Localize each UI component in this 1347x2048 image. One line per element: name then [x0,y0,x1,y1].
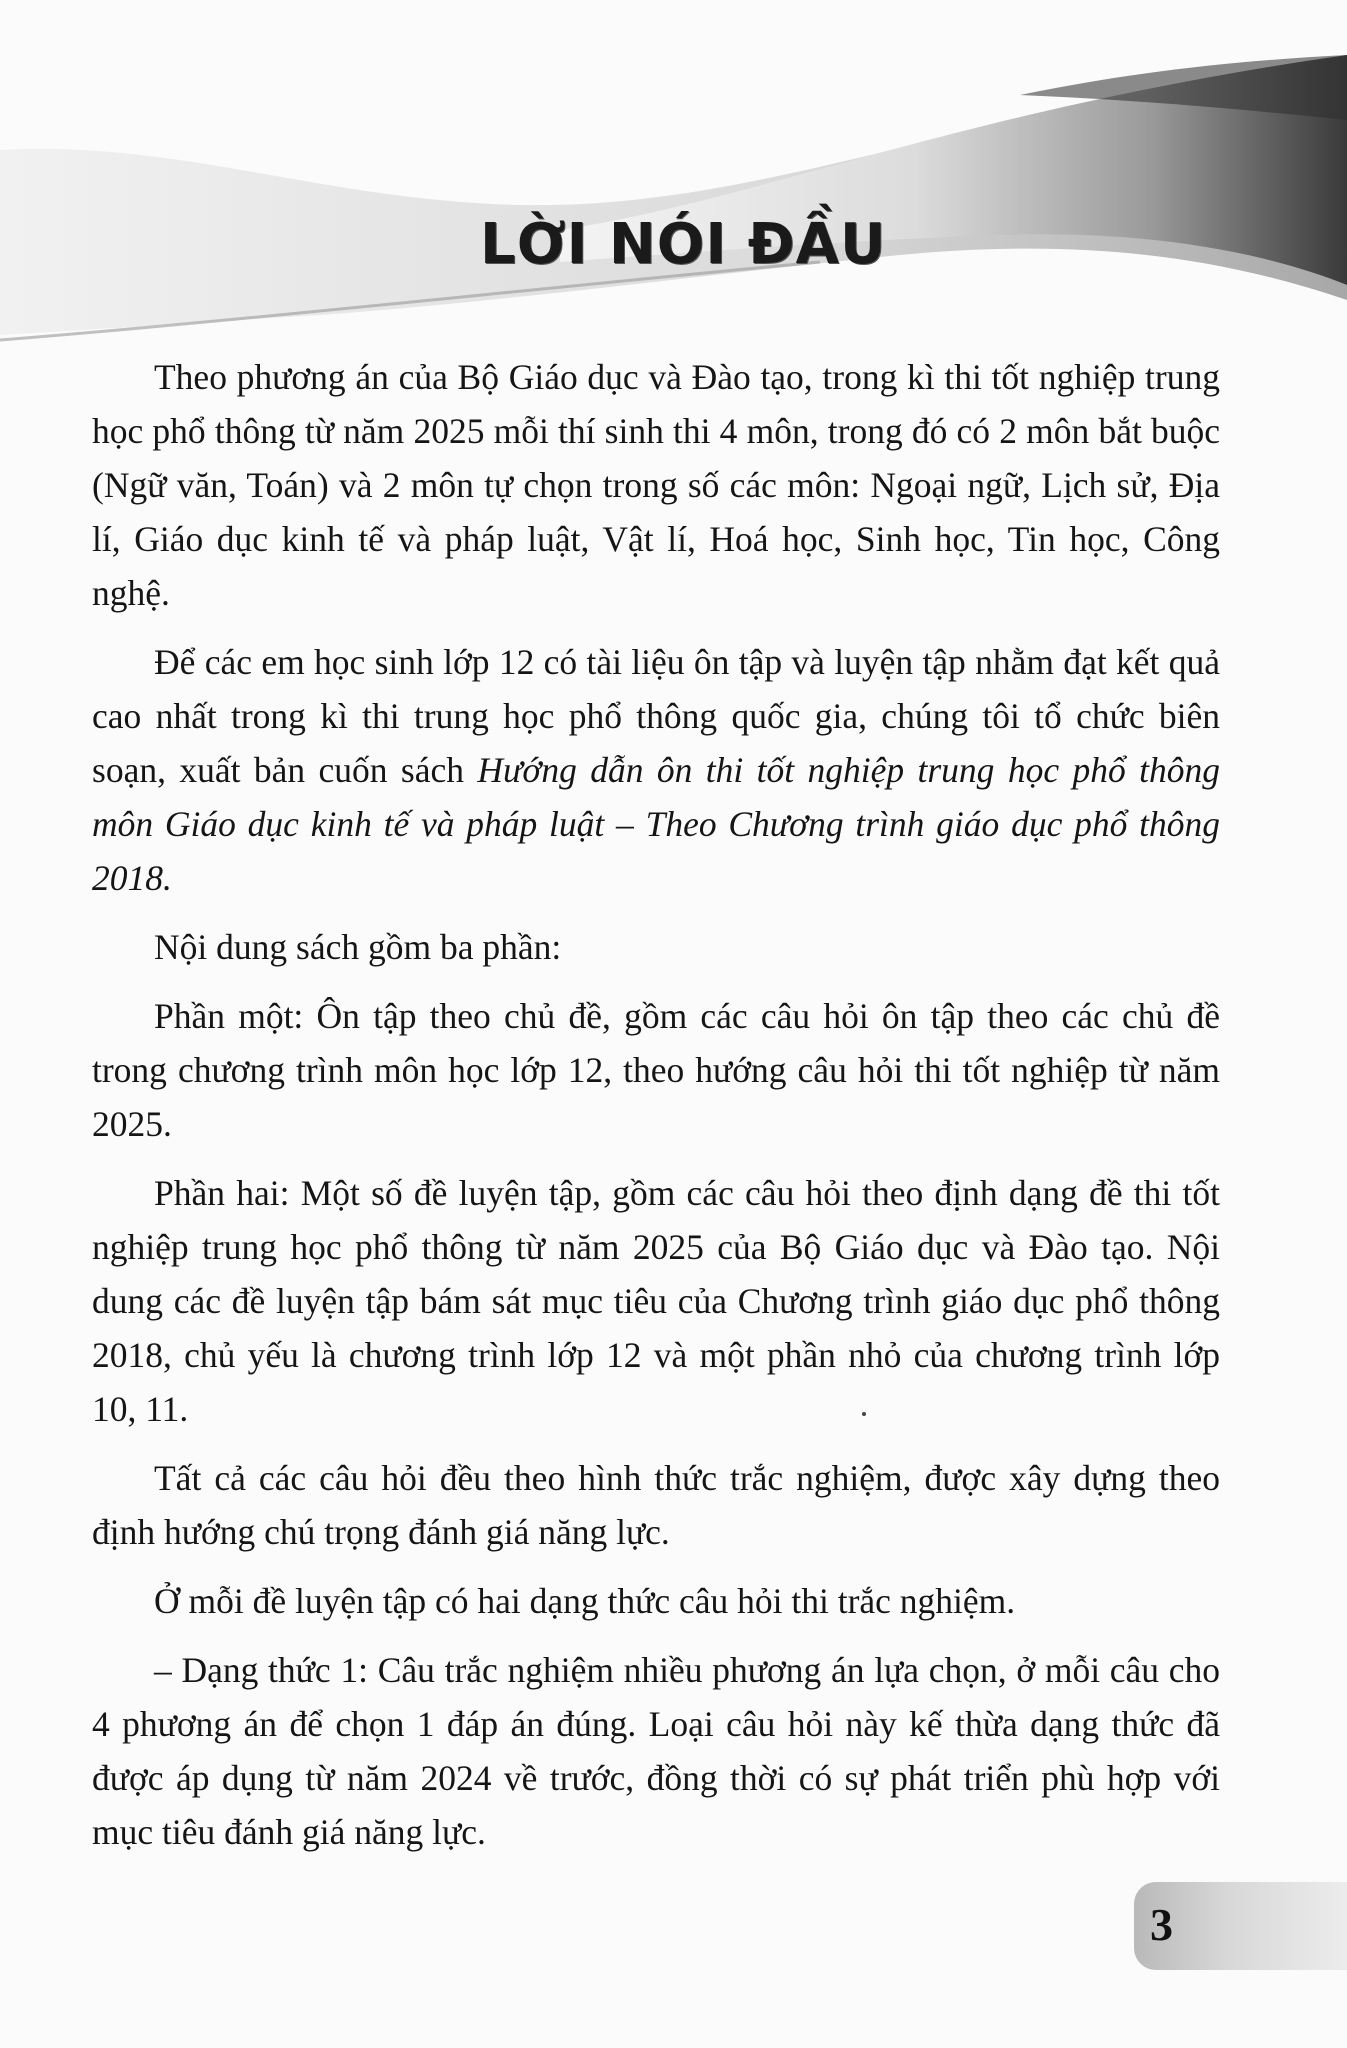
paragraph-book-purpose [92,635,1220,905]
paragraph-two-formats: Ở mỗi đề luyện tập có hai dạng thức câu hỏi thi trắc nghiệm. [154,1581,1016,1621]
paragraph-book-purpose-text: Để các em học sinh lớp 12 có tài liệu ôn tập và luyện tập nhằm đạt kết quả cao nhất trong kì thi trung học phổ thông quốc gia, chúng tôi tổ chức biên soạn, xuất bản cuốn sách [92,642,1220,790]
print-speck [862,1412,866,1416]
book-title: Hướng dẫn ôn thi tốt nghiệp trung học phổ thông môn Giáo dục kinh tế và pháp luật – Theo Chương trình giáo dục phổ thông 2018. [92,750,1220,898]
header-wave-decoration [0,0,1347,380]
paragraph-format-one: – Dạng thức 1: Câu trắc nghiệm nhiều phương án lựa chọn, ở mỗi câu cho 4 phương án để chọn 1 đáp án đúng. Loại câu hỏi này kế thừa dạng thức đã được áp dụng từ năm 2024 về trước, đồng thời có sự phát triển phù hợp với mục tiêu đánh giá năng lực. [92,1650,1220,1852]
paragraph-question-format: Tất cả các câu hỏi đều theo hình thức trắc nghiệm, được xây dựng theo định hướng chú trọng đánh giá năng lực. [92,1458,1220,1552]
paragraph-part-two: Phần hai: Một số đề luyện tập, gồm các câu hỏi theo định dạng đề thi tốt nghiệp trung học phổ thông từ năm 2025 của Bộ Giáo dục và Đào tạo. Nội dung các đề luyện tập bám sát mục tiêu của Chương trình giáo dục phổ thông 2018, chủ yếu là chương trình lớp 12 và một phần nhỏ của chương trình lớp 10, 11. [92,1173,1220,1429]
preface-body [92,350,1220,1874]
page-title: LỜI NÓI ĐẦU [480,212,887,277]
page-number: 3 [1150,1899,1173,1950]
paragraph-contents-intro: Nội dung sách gồm ba phần: [154,927,562,967]
paragraph-exam-plan: Theo phương án của Bộ Giáo dục và Đào tạo, trong kì thi tốt nghiệp trung học phổ thông từ năm 2025 mỗi thí sinh thi 4 môn, trong đó có 2 môn bắt buộc (Ngữ văn, Toán) và 2 môn tự chọn trong số các môn: Ngoại ngữ, Lịch sử, Địa lí, Giáo dục kinh tế và pháp luật, Vật lí, Hoá học, Sinh học, Tin học, Công nghệ. [92,357,1220,613]
paragraph-part-one: Phần một: Ôn tập theo chủ đề, gồm các câu hỏi ôn tập theo các chủ đề trong chương trình môn học lớp 12, theo hướng câu hỏi thi tốt nghiệp từ năm 2025. [92,996,1220,1144]
